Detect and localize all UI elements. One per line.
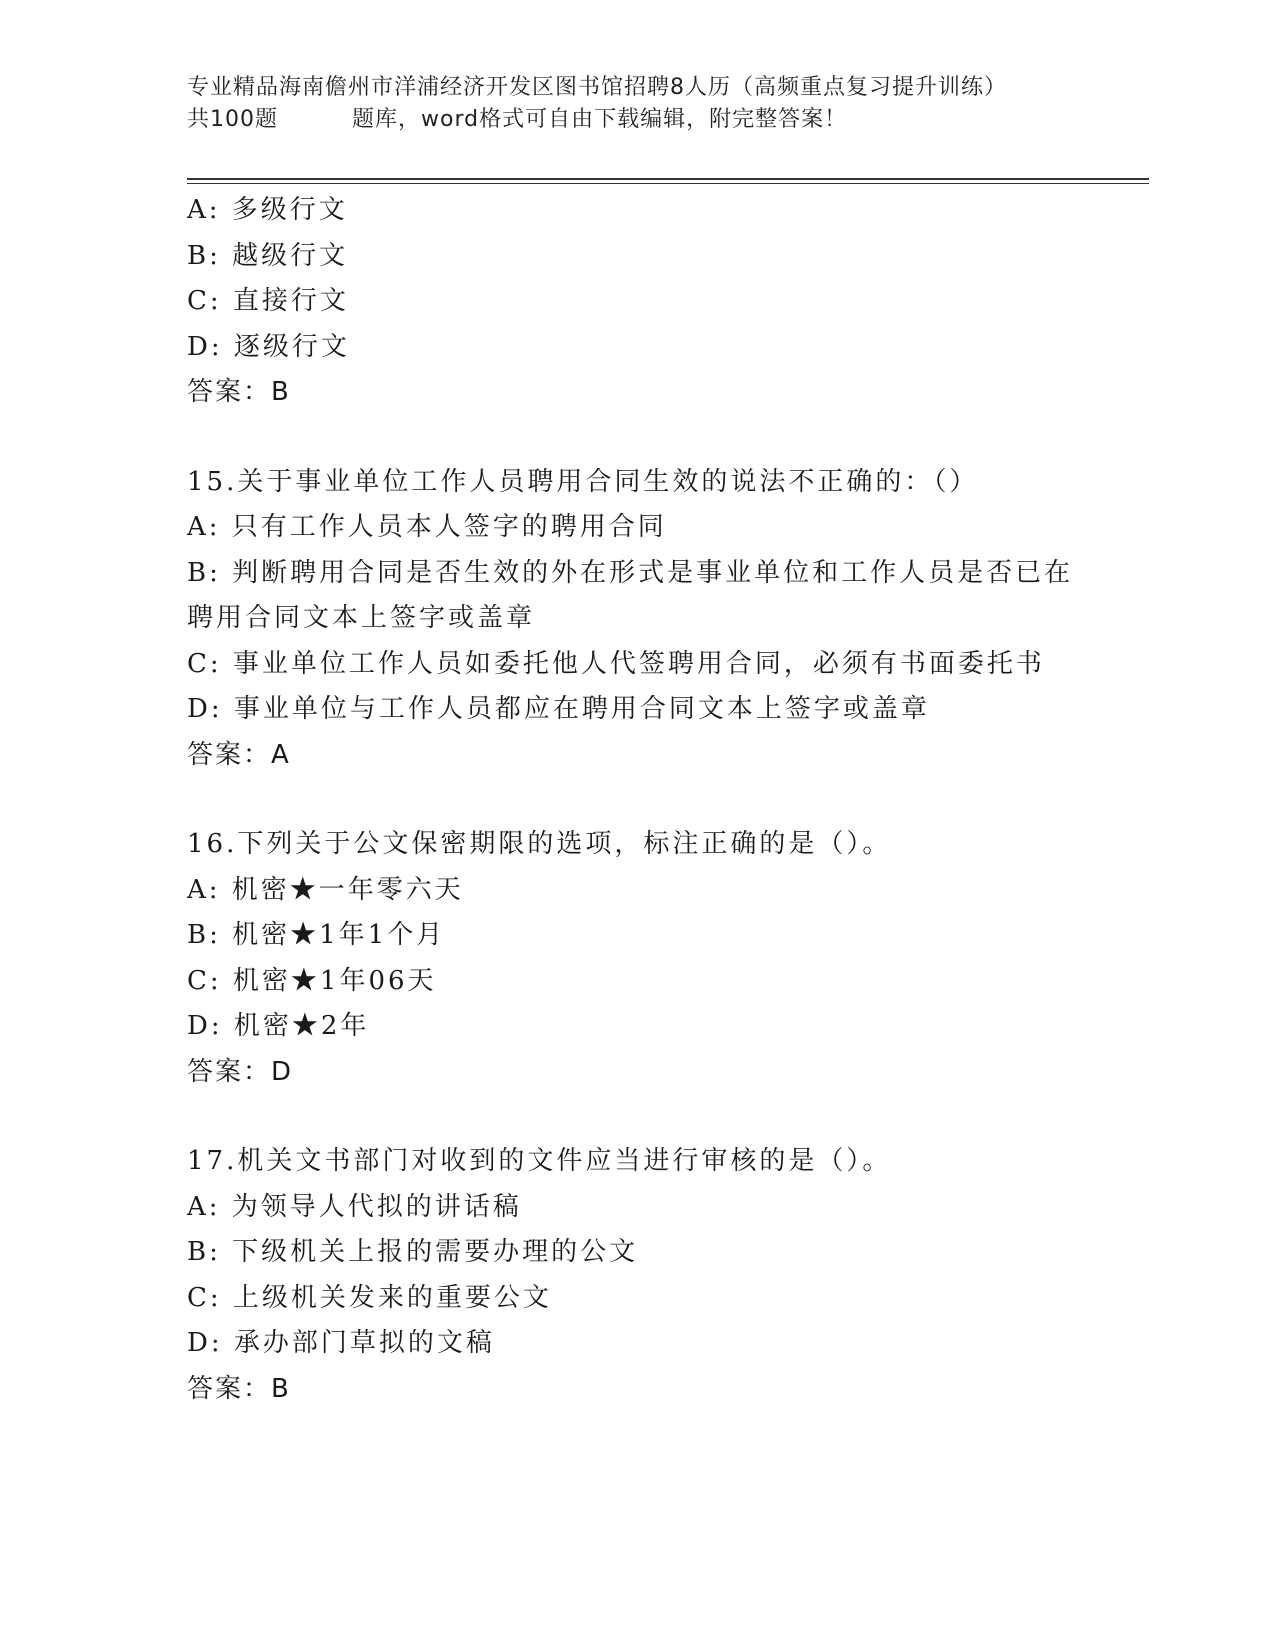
answer: 答案：A <box>187 739 291 770</box>
option-a: A: 为领导人代拟的讲话稿 <box>187 1191 522 1222</box>
question-list <box>187 188 1087 1412</box>
question-stem: 15.关于事业单位工作人员聘用合同生效的说法不正确的：（） <box>187 466 979 497</box>
answer: 答案：B <box>187 1373 291 1404</box>
question-stem: 16.下列关于公文保密期限的选项，标注正确的是（）。 <box>187 829 892 859</box>
option-c: C: 上级机关发来的重要公文 <box>187 1282 552 1313</box>
option-b: B: 判断聘用合同是否生效的外在形式是事业单位和工作人员是否已在 <box>187 557 1074 588</box>
question-15 <box>187 460 1087 779</box>
option-c: C: 直接行文 <box>187 286 349 316</box>
header-divider-thick <box>187 178 1149 180</box>
header-title: 专业精品海南儋州市洋浦经济开发区图书馆招聘8人历（高频重点复习提升训练） <box>187 75 1007 100</box>
question-14-continued <box>187 188 1087 416</box>
option-d: D: 事业单位与工作人员都应在聘用合同文本上签字或盖章 <box>187 694 930 724</box>
answer: 答案：B <box>187 377 291 407</box>
option-c: C: 事业单位工作人员如委托他人代签聘用合同，必须有书面委托书 <box>187 648 1045 679</box>
option-a: A: 只有工作人员本人签字的聘用合同 <box>187 512 667 542</box>
document-header <box>187 72 1087 136</box>
option-d: D: 承办部门草拟的文稿 <box>187 1328 495 1358</box>
header-note: 题库，word格式可自由下载编辑，附完整答案！ <box>352 107 848 132</box>
question-stem: 17.机关文书部门对收到的文件应当进行审核的是（）。 <box>187 1146 892 1176</box>
answer: 答案：D <box>187 1056 294 1087</box>
question-17 <box>187 1139 1087 1412</box>
option-d: D: 机密★2年 <box>187 1011 370 1041</box>
option-a: A: 机密★一年零六天 <box>187 874 464 905</box>
option-b: B: 下级机关上报的需要办理的公文 <box>187 1237 639 1267</box>
option-b-continued: 聘用合同文本上签字或盖章 <box>187 603 536 633</box>
header-divider-thin <box>187 183 1149 184</box>
option-d: D: 逐级行文 <box>187 331 350 362</box>
option-b: B: 越级行文 <box>187 240 349 271</box>
header-subtitle <box>187 104 1087 136</box>
option-a: A: 多级行文 <box>187 195 348 225</box>
option-c: C: 机密★1年06天 <box>187 965 437 996</box>
question-count: 共100题 <box>187 107 278 132</box>
question-16 <box>187 822 1087 1095</box>
option-b: B: 机密★1年1个月 <box>187 920 446 950</box>
